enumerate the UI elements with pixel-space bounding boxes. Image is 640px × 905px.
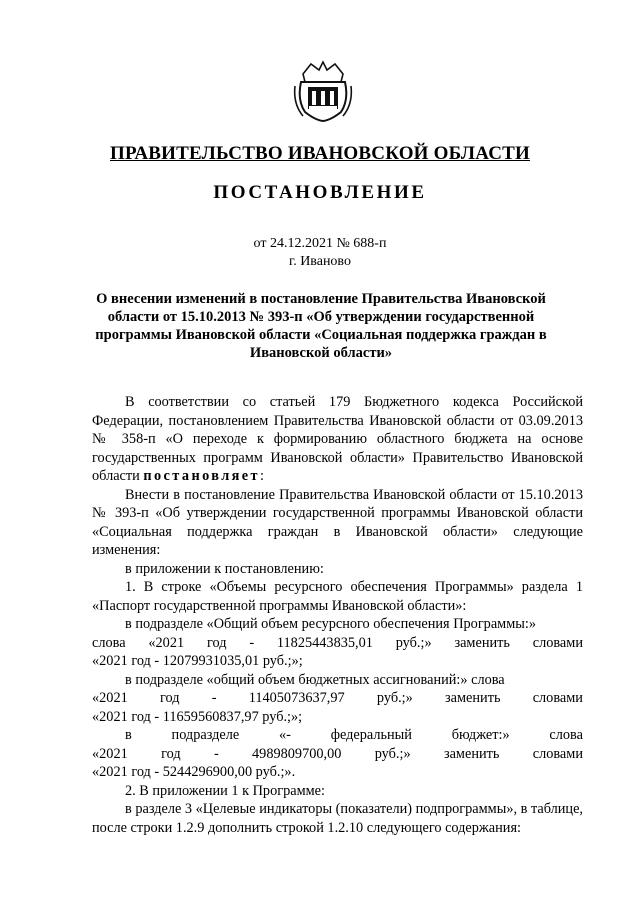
word: подразделе: [171, 727, 240, 743]
government-name: ПРАВИТЕЛЬСТВО ИВАНОВСКОЙ ОБЛАСТИ: [110, 143, 530, 164]
document-subject: О внесении изменений в постановление Правительства Ивановской области от 15.10.2013 № 393-п «Об утверждении государственной программы Ивановской области «Социальная поддержка граждан в Ивановской области»: [95, 291, 547, 361]
word: руб.;»: [374, 745, 411, 762]
document-type: ПОСТАНОВЛЕНИЕ: [213, 182, 427, 203]
basis-colon: :: [259, 468, 264, 484]
city: г. Иваново: [289, 254, 351, 269]
word: словами: [532, 745, 583, 762]
replace-end-2: «2021 год - 11659560837,97 руб.;»;: [92, 708, 303, 725]
word: словами: [532, 690, 583, 706]
word: год: [161, 745, 181, 762]
word: слова: [92, 634, 126, 651]
word: «2021: [148, 634, 185, 651]
word: «-: [278, 727, 291, 743]
replace-row-2: [92, 689, 583, 708]
paragraph-item-2: 2. В приложении 1 к Программе:: [125, 782, 325, 799]
word: «2021: [92, 690, 128, 706]
paragraph-amend: Внести в постановление Правительства Ивановской области от 15.10.2013 № 393-п «Об утверждении государственной программы Ивановской области «Социальная поддержка граждан в Ивановской области» следующие изменения:: [92, 486, 583, 558]
replace-end-4: «2021 год - 5244296900,00 руб.;».: [92, 764, 296, 780]
paragraph-section-3: в разделе 3 «Целевые индикаторы (показатели) подпрограммы», в таблице, после строки 1.2.9 дополнить строкой 1.2.10 следующего содержания:: [92, 801, 583, 836]
replace-row-1: [92, 634, 583, 653]
word: 4989809700,00: [252, 745, 342, 762]
word: в: [125, 727, 132, 743]
word: 11405073637,97: [248, 690, 345, 706]
word: заменить: [454, 634, 510, 651]
document-body: [92, 393, 583, 837]
decree-verb: постановляет: [143, 468, 260, 484]
paragraph-basis: [92, 393, 583, 486]
word: «2021: [92, 745, 128, 762]
word: заменить: [445, 690, 501, 706]
paragraph-subsection-total: в подразделе «Общий объем ресурсного обеспечения Программы:»: [125, 616, 536, 632]
word: руб.;»: [395, 634, 432, 651]
word: руб.;»: [376, 690, 413, 706]
paragraph-item-1: 1. В строке «Объемы ресурсного обеспечения Программы» раздела 1 «Паспорт государственной программы Ивановской области»:: [92, 579, 583, 614]
date-number: от 24.12.2021 № 688-п: [253, 236, 387, 251]
replace-row-3: [92, 726, 583, 745]
paragraph-appendix: в приложении к постановлению:: [125, 560, 324, 577]
word: год: [206, 634, 227, 651]
word: слова: [549, 727, 583, 743]
replace-row-4: [92, 745, 583, 764]
word: 11825443835,01: [276, 634, 373, 651]
word: федеральный: [330, 727, 412, 743]
word: бюджет:»: [451, 727, 510, 743]
replace-end-1: «2021 год - 12079931035,01 руб.;»;: [92, 653, 303, 669]
word: словами: [532, 634, 583, 651]
word: -: [213, 745, 219, 762]
paragraph-subsection-budget: в подразделе «общий объем бюджетных ассигнований:» слова: [125, 671, 505, 688]
word: заменить: [443, 745, 500, 762]
basis-text: В соответствии со статьей 179 Бюджетного кодекса Российской Федерации, постановлением Правительства Ивановской области от 03.09.2013 № 358-п «О переходе к формированию областного бюджета на основе государственных программ Ивановской области» Правительство Ивановской области: [92, 394, 583, 484]
word: год: [159, 690, 180, 706]
coat-of-arms-icon: [293, 60, 353, 122]
word: -: [249, 634, 255, 651]
word: -: [211, 690, 217, 706]
